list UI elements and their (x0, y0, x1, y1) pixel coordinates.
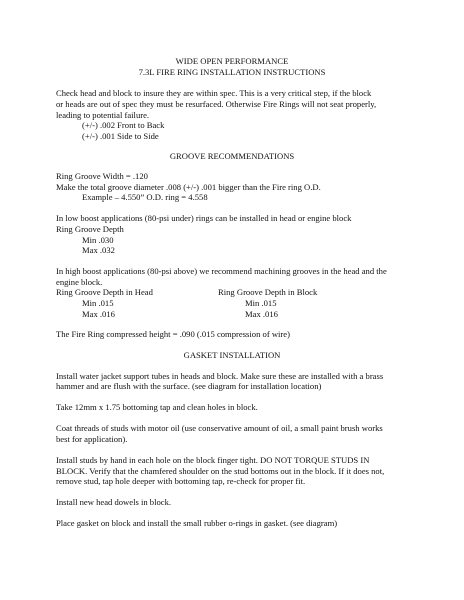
doc-title: WIDE OPEN PERFORMANCE (175, 56, 289, 66)
tap-text: Take 12mm x 1.75 bottoming tap and clean holes in block. (56, 402, 258, 412)
doc-subtitle: 7.3L FIRE RING INSTALLATION INSTRUCTIONS (138, 67, 326, 77)
block-depth-max: Max .016 (245, 309, 278, 319)
groove-depth-min: Min .030 (82, 235, 114, 245)
intro-line: leading to potential failure. (56, 110, 150, 120)
groove-width: Ring Groove Width = .120 (56, 171, 148, 181)
groove-example: Example – 4.550” O.D. ring = 4.558 (82, 192, 208, 202)
gasket-heading: GASKET INSTALLATION (183, 350, 281, 360)
low-boost-text: In low boost applications (80-psi under) rings can be installed in head or engine block (56, 213, 352, 223)
studs-text: Install studs by hand in each hole on the block finger tight. DO NOT TORQUE STUDS IN (56, 455, 370, 465)
groove-diameter: Make the total groove diameter .008 (+/-) .001 bigger than the Fire ring O.D. (56, 182, 321, 192)
studs-text: BLOCK. Verify that the chamfered shoulder on the stud bottoms out in the block. If it does not, (56, 466, 385, 476)
spec-front-back: (+/-) .002 Front to Back (82, 120, 165, 130)
intro-line: Check head and block to insure they are within spec. This is a very critical step, if the block (56, 88, 372, 98)
compressed-height: The Fire Ring compressed height = .090 (.015 compression of wire) (56, 329, 290, 339)
coat-text: Coat threads of studs with motor oil (use conservative amount of oil, a small paint brush works (56, 423, 383, 433)
high-boost-text: engine block. (56, 277, 103, 287)
head-depth-max: Max .016 (82, 309, 115, 319)
head-depth-min: Min .015 (82, 298, 114, 308)
orings-text: Place gasket on block and install the small rubber o-rings in gasket. (see diagram) (56, 518, 338, 528)
spec-side-side: (+/-) .001 Side to Side (82, 131, 159, 141)
tubes-text: Install water jacket support tubes in heads and block. Make sure these are installed with a brass (56, 371, 384, 381)
high-boost-text: In high boost applications (80-psi above) we recommend machining grooves in the head and the (56, 266, 387, 276)
groove-depth-max: Max .032 (82, 245, 115, 255)
dowels-text: Install new head dowels in block. (56, 497, 172, 507)
tubes-text: hammer and are flush with the surface. (see diagram for installation location) (56, 381, 322, 391)
block-depth-min: Min .015 (245, 298, 277, 308)
block-depth-label: Ring Groove Depth in Block (218, 287, 318, 297)
coat-text: best for application). (56, 434, 128, 444)
groove-heading: GROOVE RECOMMENDATIONS (169, 151, 295, 161)
head-depth-label: Ring Groove Depth in Head (56, 287, 153, 297)
studs-text: remove stud, tap hole deeper with bottoming tap, re-check for proper fit. (56, 476, 306, 486)
intro-line: or heads are out of spec they must be resurfaced. Otherwise Fire Rings will not seat properly, (56, 99, 377, 109)
groove-depth-label: Ring Groove Depth (56, 224, 124, 234)
